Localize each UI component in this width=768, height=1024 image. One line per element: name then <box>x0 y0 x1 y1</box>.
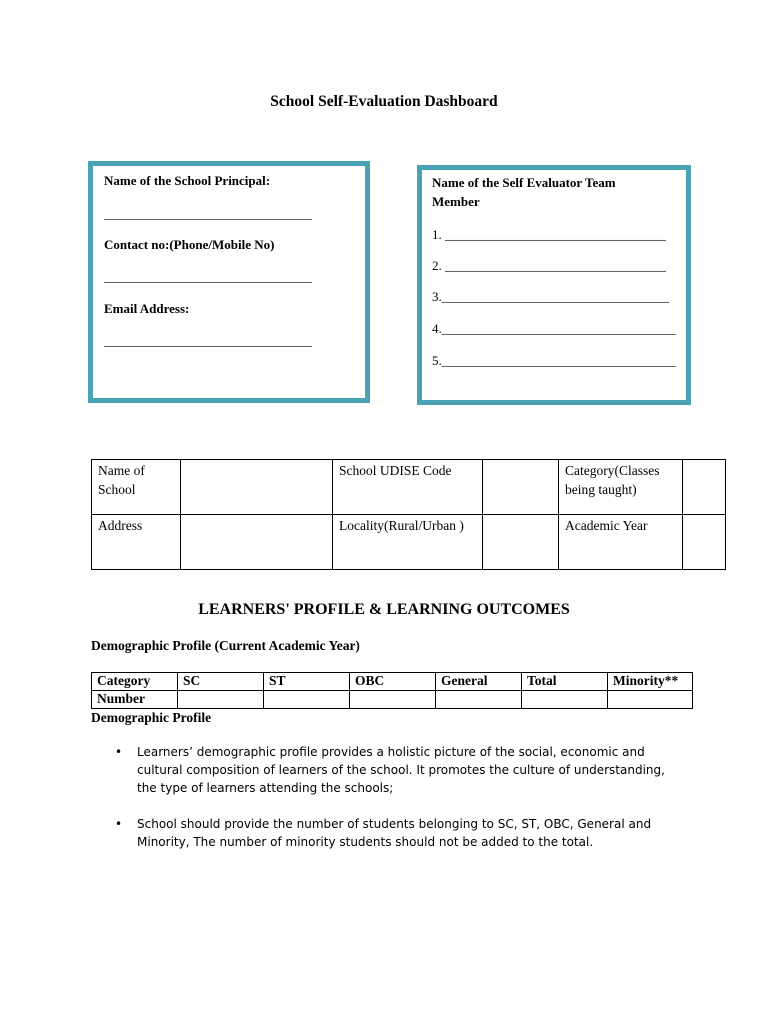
table-header-row <box>92 673 693 691</box>
column-header: SC <box>178 673 264 691</box>
bullet-list <box>111 743 671 869</box>
table-cell: Category(Classes being taught) <box>559 460 683 515</box>
section-heading: LEARNERS' PROFILE & LEARNING OUTCOMES <box>198 601 570 618</box>
table-row <box>92 460 726 515</box>
table-row <box>92 515 726 570</box>
bullet-icon: • <box>115 745 123 759</box>
column-header: Total <box>522 673 608 691</box>
table-cell: School UDISE Code <box>333 460 483 515</box>
principal-name-label: Name of the School Principal: <box>104 173 271 188</box>
team-member-1: 1. __________________________________ <box>432 227 666 242</box>
team-member-2: 2. __________________________________ <box>432 258 666 273</box>
team-member-4: 4.____________________________________ <box>432 321 676 336</box>
list-item <box>111 743 671 797</box>
demographic-table <box>91 672 693 709</box>
bullet-icon: • <box>115 817 123 831</box>
table-cell: Name of School <box>92 460 181 515</box>
school-info-table <box>91 459 726 570</box>
table-cell <box>264 691 350 709</box>
team-members-box <box>417 165 691 405</box>
table-cell <box>483 515 559 570</box>
list-item <box>111 815 671 851</box>
contact-blank: ________________________________ <box>104 269 312 284</box>
team-member-3: 3.___________________________________ <box>432 289 670 304</box>
contact-label: Contact no:(Phone/Mobile No) <box>104 237 275 252</box>
table-cell <box>178 691 264 709</box>
list-item-text: Learners’ demographic profile provides a holistic picture of the social, economic and cultural composition of learners of the school. It promotes the culture of understanding, the type of learners attending the schools; <box>137 745 665 795</box>
column-header: OBC <box>350 673 436 691</box>
demographic-heading: Demographic Profile (Current Academic Year) <box>91 638 360 653</box>
email-blank: ________________________________ <box>104 333 312 348</box>
table-cell <box>522 691 608 709</box>
table-cell <box>483 460 559 515</box>
column-header: General <box>436 673 522 691</box>
list-item-text: School should provide the number of students belonging to SC, ST, OBC, General and Minority, The number of minority students should not be added to the total. <box>137 817 652 849</box>
table-cell <box>181 515 333 570</box>
table-cell: Address <box>92 515 181 570</box>
email-label: Email Address: <box>104 301 190 316</box>
team-label-line2: Member <box>432 194 480 209</box>
table-cell <box>683 515 726 570</box>
table-cell: Locality(Rural/Urban ) <box>333 515 483 570</box>
principal-info-box <box>88 161 370 403</box>
table-cell <box>181 460 333 515</box>
table-cell <box>436 691 522 709</box>
team-label-line1: Name of the Self Evaluator Team <box>432 175 616 190</box>
table-cell: Academic Year <box>559 515 683 570</box>
table-cell <box>608 691 693 709</box>
table-cell <box>350 691 436 709</box>
principal-name-blank: ________________________________ <box>104 206 312 221</box>
page-title: School Self-Evaluation Dashboard <box>270 93 498 110</box>
demographic-subheading: Demographic Profile <box>91 710 212 725</box>
team-member-5: 5.____________________________________ <box>432 353 676 368</box>
row-label: Number <box>92 691 178 709</box>
table-row <box>92 691 693 709</box>
column-header: Minority** <box>608 673 693 691</box>
table-cell <box>683 460 726 515</box>
column-header: ST <box>264 673 350 691</box>
column-header: Category <box>92 673 178 691</box>
